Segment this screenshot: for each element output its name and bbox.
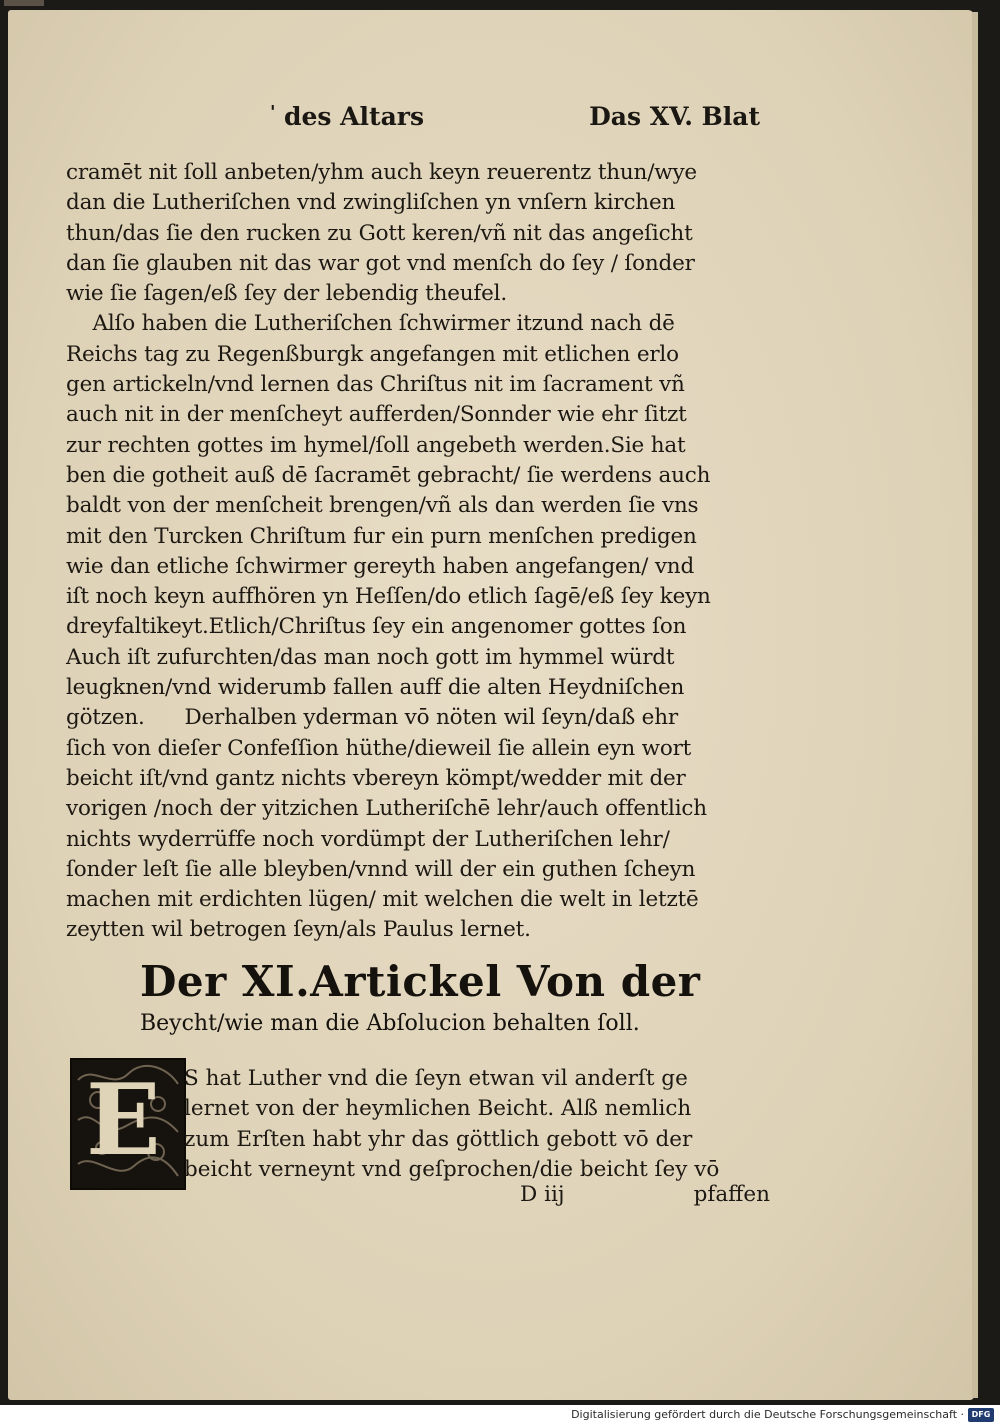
text-line: wie dan etliche ſchwirmer gereyth haben angefangen/ vnd [66,553,695,579]
text-line: Alſo haben die Lutheriſchen ſchwirmer itzund nach dē [66,311,675,337]
text-line: götzen. Derhalben yderman vō nöten wil ſeyn/daß ehr [66,705,678,731]
page-edge [972,12,978,1398]
article-title: Der XI.Artickel Von der [140,957,701,1006]
text-line: dan die Lutheriſchen vnd zwingliſchen yn vnſern kirchen [66,190,676,216]
paragraph-2 [184,1064,774,1185]
text-line: baldt von der menſcheit brengen/vñ als dan werden ſie vns [66,493,699,519]
text-line: wie ſie ſagen/eß ſey der lebendig theufel. [66,281,507,307]
text-line: iſt noch keyn auffhören yn Heſſen/do etlich ſagē/eß ſey keyn [66,584,711,610]
text-line: zur rechten gottes im hymel/ſoll angebeth werden.Sie hat [66,432,686,458]
text-line: auch nit in der menſcheyt aufferden/Sonnder wie ehr ſitzt [66,402,687,428]
article-heading [140,957,780,1041]
text-line: cramēt nit ſoll anbeten/yhm auch keyn reuerentz thun/wye [66,160,697,185]
scan-corner-mark [4,0,44,6]
decorated-initial [70,1058,186,1190]
initial-letter: E [86,1063,161,1178]
paragraph-1 [66,158,766,946]
running-head-right: Das XV. Blat [589,102,760,131]
text-line: ben die gotheit auß dē ſacramēt gebracht/ ſie werdens auch [66,462,711,488]
text-line: zum Erſten habt yhr das göttlich gebott vō der [184,1126,693,1152]
digitization-footer [0,1406,1000,1427]
text-line: S hat Luther vnd die ſeyn etwan vil anderſt ge [184,1066,688,1091]
text-line: machen mit erdichten lügen/ mit welchen die welt in letztē [66,887,699,913]
text-line: beicht verneynt vnd geſprochen/die beicht ſey vō [184,1156,720,1182]
text-line: beicht iſt/vnd gantz nichts vbereyn kömpt/wedder mit der [66,765,686,791]
text-line: nichts wyderrüffe noch vordümpt der Lutheriſchen lehr/ [66,826,670,852]
running-head-left: des Altars [284,102,425,131]
text-line: ſonder leſt ſie alle bleyben/vnnd will der ein guthen ſcheyn [66,856,696,882]
dfg-logo: DFG [968,1408,994,1422]
text-line: leugknen/vnd widerumb fallen auff die alten Heydniſchen [66,675,685,701]
article-subtitle: Beycht/wie man die Abſolucion behalten ſoll. [140,1011,640,1036]
text-line: dreyfaltikeyt.Etlich/Chriſtus ſey ein angenomer gottes ſon [66,614,687,640]
text-line: vorigen /noch der yitzichen Lutheriſchē lehr/auch offentlich [66,796,707,822]
text-line: thun/das ſie den rucken zu Gott keren/vñ nit das angeſicht [66,220,693,246]
text-line: dan ſie glauben nit das war got vnd menſch do ſey / ſonder [66,250,695,276]
text-line: gen artickeln/vnd lernen das Chriſtus nit im ſacrament vñ [66,372,685,398]
running-head [270,98,760,138]
text-line: Auch iſt zufurchten/das man noch gott im hymmel würdt [66,644,675,670]
text-line: lernet von der heymlichen Beicht. Alß nemlich [184,1096,692,1122]
text-line: mit den Turcken Chriſtum fur ein purn menſchen predigen [66,523,697,549]
text-line: Reichs tag zu Regenßburgk angefangen mit etlichen erlo [66,341,679,367]
funding-credit: Digitalisierung gefördert durch die Deutsche Forschungsgemeinschaft · [571,1408,964,1421]
running-head-marker: ' [270,102,276,123]
text-line: ſich von dieſer Confeſſion hüthe/dieweil ſie allein eyn wort [66,735,692,761]
text-line: zeytten wil betrogen ſeyn/als Paulus lernet. [66,917,531,943]
page-footer-line [520,1182,770,1214]
signature-mark: D iij [520,1182,565,1207]
catchword: pfaffen [693,1182,770,1207]
